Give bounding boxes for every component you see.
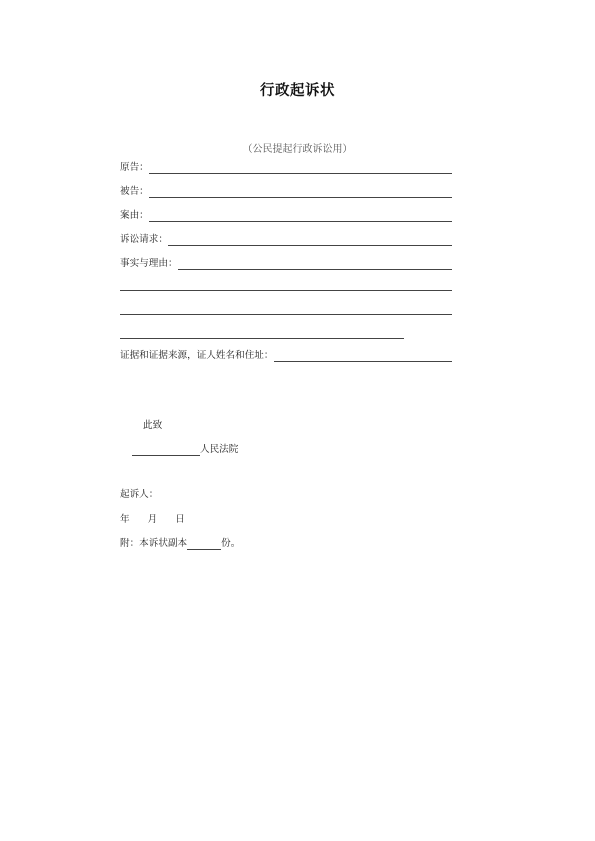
defendant-label: 被告： <box>120 186 149 197</box>
facts-continuation-line-2 <box>120 314 452 315</box>
defendant-blank-line <box>149 185 452 198</box>
facts-continuation-line-3 <box>120 338 404 339</box>
salute-text: 此致 <box>143 420 163 431</box>
plaintiff-signature-label: 起诉人： <box>120 489 159 500</box>
facts-blank-line <box>178 257 452 270</box>
evidence-field <box>120 347 452 363</box>
date-line <box>120 514 185 526</box>
copies-count-blank <box>187 538 221 550</box>
defendant-field <box>120 183 452 199</box>
evidence-blank-line <box>274 349 453 362</box>
court-line <box>132 444 238 456</box>
facts-label: 事实与理由： <box>120 258 178 269</box>
cause-field <box>120 207 452 223</box>
facts-continuation-line-1 <box>120 290 452 291</box>
facts-field <box>120 255 452 271</box>
document-subtitle: （公民提起行政诉讼用） <box>242 144 353 155</box>
court-suffix: 人民法院 <box>200 444 239 455</box>
evidence-label: 证据和证据来源，证人姓名和住址： <box>120 350 274 361</box>
document-title: 行政起诉状 <box>260 83 335 99</box>
day-label: 日 <box>175 514 185 525</box>
attachment-suffix: 份。 <box>221 538 241 549</box>
attachment-prefix: 附：本诉状副本 <box>120 538 188 549</box>
plaintiff-field <box>120 159 452 175</box>
claims-field <box>120 231 452 247</box>
court-name-blank <box>132 444 200 456</box>
plaintiff-blank-line <box>149 161 452 174</box>
claims-label: 诉讼请求： <box>120 234 168 245</box>
cause-blank-line <box>149 209 452 222</box>
attachment-line <box>120 538 240 550</box>
cause-label: 案由： <box>120 210 149 221</box>
month-label: 月 <box>147 514 158 525</box>
claims-blank-line <box>168 233 452 246</box>
year-label: 年 <box>120 514 130 525</box>
plaintiff-label: 原告： <box>120 162 149 173</box>
